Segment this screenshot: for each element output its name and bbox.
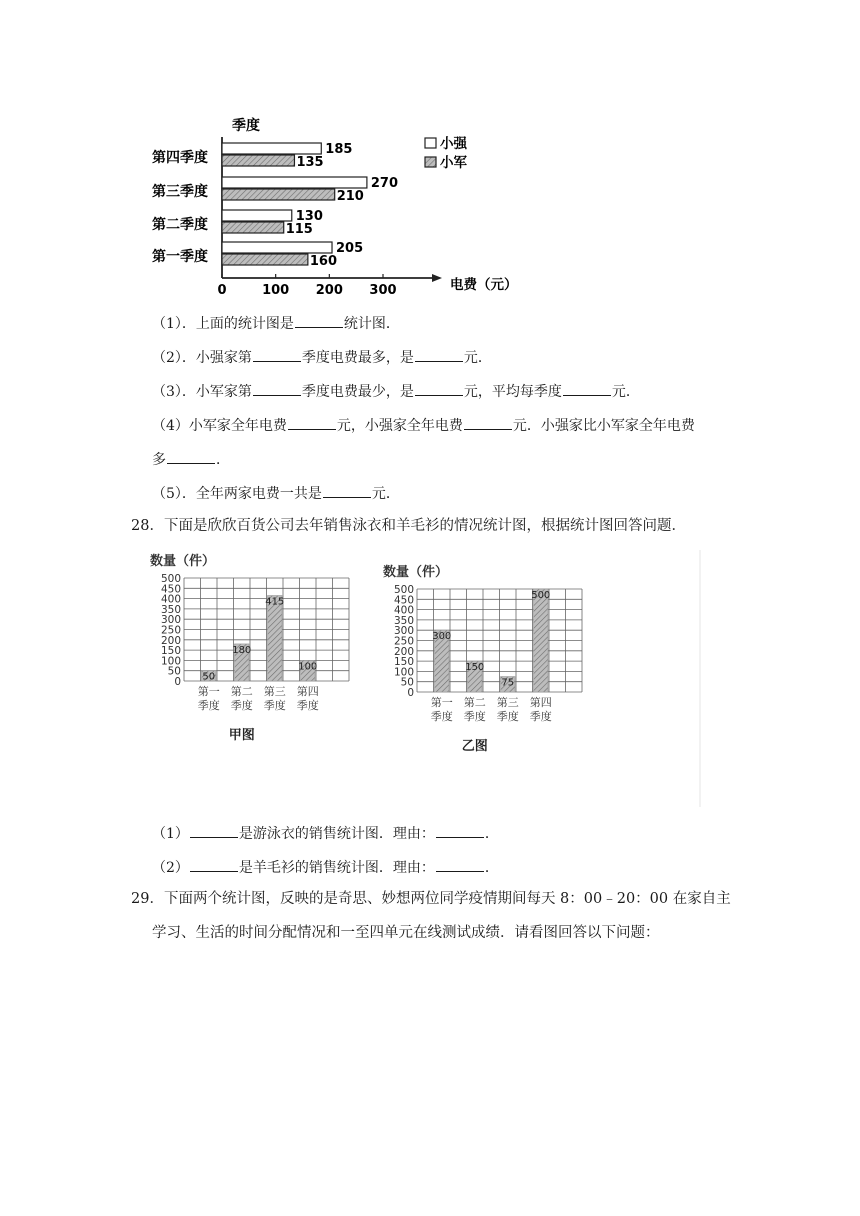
q27-part4-cont: 多 ． (152, 449, 230, 470)
y-tick-label: 300 (393, 625, 414, 638)
y-tick-label: 350 (393, 614, 414, 627)
category-label: 第一季度 (152, 249, 208, 265)
category-label: 第一 (430, 696, 453, 709)
y-axis-title: 季度 (232, 118, 260, 134)
data-label: 415 (265, 596, 285, 608)
bar-xiaojun (222, 189, 335, 200)
answer-blank[interactable] (253, 347, 301, 362)
answer-blank[interactable] (415, 347, 463, 362)
answer-blank[interactable] (288, 415, 336, 430)
q27-part2: （2）．小强家第 季度电费最多，是 元． (152, 347, 492, 368)
data-label-xiaoqiang: 185 (325, 142, 353, 157)
bar-xiaoqiang (222, 242, 332, 253)
data-label: 50 (202, 671, 216, 683)
answer-blank[interactable] (323, 483, 371, 498)
category-label: 第一 (197, 685, 220, 698)
q28-stem: 28．下面是欣欣百货公司去年销售泳衣和羊毛衫的情况统计图，根据统计图回答问题． (131, 518, 686, 534)
bar-xiaoqiang (222, 143, 321, 154)
bar-xiaojun (222, 155, 294, 166)
data-label-xiaojun: 135 (296, 155, 324, 170)
q28-part1: （1） 是游泳衣的销售统计图．理由： ． (152, 823, 499, 844)
bar-xiaoqiang (222, 177, 367, 188)
bar-xiaojun (222, 222, 284, 233)
q29-stem-line2: 学习、生活的时间分配情况和一至四单元在线测试成绩．请看图回答以下问题： (152, 925, 660, 941)
data-label-xiaoqiang: 205 (336, 241, 364, 256)
q27-part4: （4）小军家全年电费 元，小强家全年电费 元．小强家比小军家全年电费 (152, 415, 695, 436)
data-label-xiaojun: 210 (336, 189, 364, 204)
y-tick-label: 100 (160, 655, 181, 668)
y-tick-label: 150 (393, 656, 414, 669)
data-label: 300 (432, 631, 452, 643)
y-tick-label: 400 (393, 604, 414, 617)
x-tick-label: 300 (369, 283, 397, 298)
answer-blank[interactable] (253, 381, 301, 396)
bar (268, 596, 283, 681)
category-label: 季度 (430, 710, 453, 723)
answer-blank[interactable] (167, 449, 215, 464)
category-label: 第三 (263, 685, 286, 698)
legend-swatch-xiaoqiang (425, 138, 436, 148)
category-label: 第四 (296, 685, 319, 698)
answer-blank[interactable] (295, 313, 343, 328)
y-tick-label: 200 (160, 634, 181, 647)
answer-blank[interactable] (436, 823, 484, 838)
category-label: 季度 (230, 699, 253, 712)
legend-label-xiaoqiang: 小强 (440, 136, 467, 152)
category-label: 第三 (496, 696, 519, 709)
y-tick-label: 250 (160, 624, 181, 637)
q27-part1: （1）．上面的统计图是 统计图． (152, 313, 400, 334)
y-tick-label: 400 (160, 593, 181, 606)
answer-blank[interactable] (436, 857, 484, 872)
data-label-xiaojun: 160 (309, 254, 338, 269)
category-label: 第四 (529, 696, 552, 709)
q27-part5: （5）．全年两家电费一共是 元． (152, 483, 400, 504)
data-label-xiaojun: 115 (285, 222, 313, 237)
y-tick-label: 250 (393, 635, 414, 648)
answer-blank[interactable] (464, 415, 512, 430)
x-tick-label: 100 (262, 283, 290, 298)
q27-part3: （3）．小军家第 季度电费最少，是 元，平均每季度 元． (152, 381, 640, 402)
y-axis-title: 数量（件） (383, 565, 449, 580)
data-label: 150 (465, 662, 485, 674)
category-label: 季度 (529, 710, 552, 723)
y-tick-label: 150 (160, 645, 181, 658)
data-label-xiaoqiang: 130 (295, 209, 323, 224)
q28-part2: （2） 是羊毛衫的销售统计图．理由： ． (152, 857, 499, 878)
data-label: 75 (501, 677, 515, 689)
x-tick-label: 200 (315, 283, 343, 298)
bar-xiaojun (222, 254, 308, 265)
category-label: 第二季度 (152, 217, 208, 233)
answer-blank[interactable] (563, 381, 611, 396)
answer-blank[interactable] (190, 857, 238, 872)
y-tick-label: 450 (160, 583, 181, 596)
y-tick-label: 0 (174, 676, 181, 688)
category-label: 季度 (496, 710, 519, 723)
y-tick-label: 200 (393, 645, 414, 658)
data-label: 180 (232, 644, 252, 656)
bar (534, 589, 549, 692)
y-tick-label: 300 (160, 614, 181, 627)
y-axis-title: 数量（件） (150, 554, 216, 569)
y-tick-label: 500 (160, 573, 181, 585)
y-tick-label: 0 (407, 687, 414, 699)
answer-blank[interactable] (415, 381, 463, 396)
chart-caption: 甲图 (228, 728, 255, 743)
category-label: 第四季度 (152, 150, 208, 166)
q29-stem-line1: 29．下面两个统计图，反映的是奇思、妙想两位同学疫情期间每天 8：00﹣20：00 在家自主 (131, 891, 731, 907)
category-label: 第二 (230, 685, 253, 698)
chart-caption: 乙图 (461, 739, 488, 754)
answer-blank[interactable] (190, 823, 238, 838)
category-label: 季度 (463, 710, 486, 723)
x-tick-label: 0 (217, 283, 227, 298)
y-tick-label: 350 (160, 603, 181, 616)
x-axis-arrow (432, 274, 442, 282)
data-label: 100 (298, 661, 318, 673)
legend-swatch-xiaojun (425, 157, 436, 167)
category-label: 季度 (263, 699, 286, 712)
bar-xiaoqiang (222, 210, 292, 221)
x-axis-title: 电费（元） (450, 277, 518, 293)
legend-label-xiaojun: 小军 (440, 155, 467, 171)
y-tick-label: 50 (167, 665, 181, 678)
sales-grid-charts (0, 545, 860, 815)
data-label-xiaoqiang: 270 (370, 176, 399, 191)
y-tick-label: 50 (400, 676, 414, 689)
category-label: 季度 (296, 699, 319, 712)
data-label: 500 (531, 590, 551, 601)
y-tick-label: 100 (393, 666, 414, 679)
y-tick-label: 450 (393, 594, 414, 607)
category-label: 季度 (197, 699, 220, 712)
electricity-bar-chart (0, 0, 860, 310)
y-tick-label: 500 (393, 584, 414, 596)
category-label: 第二 (463, 696, 486, 709)
category-label: 第三季度 (152, 184, 208, 200)
